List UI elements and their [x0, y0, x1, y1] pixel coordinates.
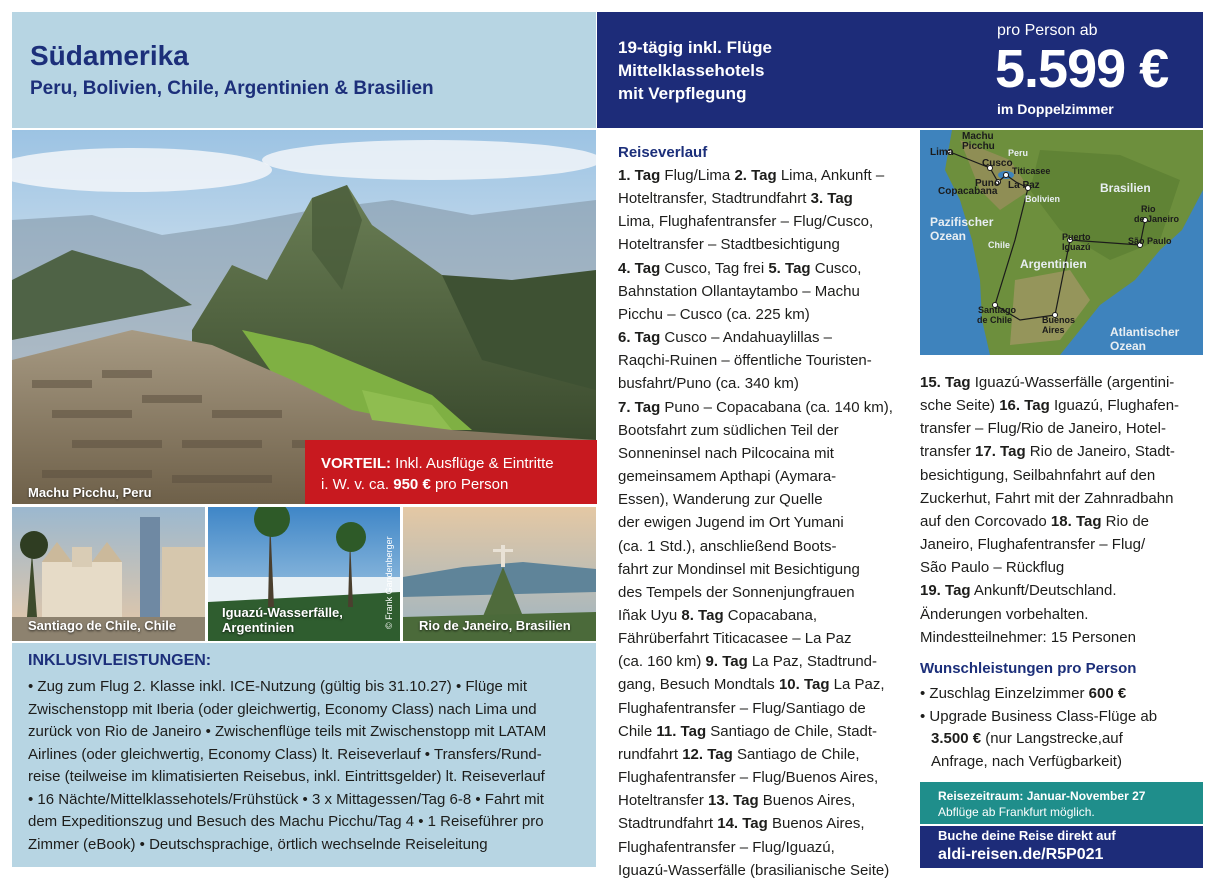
itinerary-line [618, 511, 913, 534]
price: 5.599 € [995, 39, 1169, 99]
booking-text: Buche deine Reise direkt auf [938, 828, 1116, 843]
map-label-brasilien: Brasilien [1100, 181, 1151, 195]
itinerary-text: Zuckerhut, Fahrt mit der Zahnradbahn [920, 489, 1174, 507]
optional-service-price: 3.500 € [931, 730, 982, 748]
advantage-value-label: i. W. v. ca. [321, 476, 390, 493]
advantage-per-person: pro Person [434, 476, 509, 493]
itinerary-line [920, 510, 1203, 533]
itinerary-text: Rio de Janeiro, Stadt- [1025, 443, 1175, 461]
itinerary-text: fahrt zur Mondinsel mit Besichtigung [618, 560, 860, 578]
itinerary-column-2 [920, 371, 1203, 649]
itinerary-line [618, 720, 913, 743]
itinerary-text: auf den Corcovado [920, 512, 1051, 530]
itinerary-day-label: 3. Tag [810, 190, 853, 208]
itinerary-text: besichtigung, Seilbahnfahrt auf den [920, 466, 1156, 484]
itinerary-text: rundfahrt [618, 745, 683, 763]
page-title: Südamerika [30, 40, 189, 71]
itinerary-day-label: 6. Tag [618, 329, 661, 347]
itinerary-line [618, 673, 913, 696]
itinerary-text: transfer – Flug/Rio de Janeiro, Hotel- [920, 420, 1166, 438]
optional-service-line [920, 728, 1203, 751]
inclusive-line: Zwischenstopp mit Iberia (oder gleichwertig, Economy Class) nach Lima und [28, 700, 537, 718]
itinerary-text: Iguazú, Flughafen- [1049, 397, 1180, 415]
machu-picchu-caption: Machu Picchu, Peru [28, 485, 152, 500]
itinerary-text: Flug/Lima [660, 167, 735, 184]
iguazu-caption-line-2: Argentinien [222, 620, 295, 635]
itinerary-text: Cusco – Andahuaylillas – [660, 329, 833, 347]
itinerary-day-label: 5. Tag [768, 259, 811, 277]
optional-service-item [920, 706, 1203, 774]
itinerary-line [618, 604, 913, 627]
itinerary-line [618, 210, 913, 233]
itinerary-day-label: 18. Tag [1050, 512, 1102, 530]
route-map-image [920, 130, 1203, 355]
itinerary-line [618, 187, 913, 210]
rio-photo [403, 507, 596, 641]
itinerary-line [618, 743, 913, 766]
itinerary-day-label: 7. Tag [618, 398, 661, 416]
booking-banner[interactable] [920, 826, 1203, 868]
map-label-lima: Lima [930, 147, 954, 158]
itinerary-text: gemeinsamem Apthapi (Aymara- [618, 468, 837, 486]
map-label-puerto: Puerto [1062, 232, 1091, 242]
itinerary-text: Fährüberfahrt Titicacasee – La Paz [618, 630, 852, 648]
itinerary-text: Picchu – Cusco (ca. 225 km) [618, 305, 810, 323]
advantage-amount: 950 € [393, 476, 431, 493]
itinerary-text: Flughafentransfer – Flug/Buenos Aires, [618, 769, 879, 787]
inclusive-heading: INKLUSIVLEISTUNGEN: [28, 652, 212, 669]
itinerary-text: Essen), Wanderung zur Quelle [618, 491, 823, 509]
itinerary-text: Mindestteilnehmer: 15 Personen [920, 628, 1136, 646]
inclusive-line: Airlines (oder gleichwertig, Economy Class) lt. Reiseverlauf • Transfers/Rund- [28, 745, 542, 763]
map-label-aires: Aires [1042, 325, 1065, 335]
itinerary-line [618, 326, 913, 349]
optional-service-text: • Zuschlag Einzelzimmer [920, 685, 1089, 702]
itinerary-text: Cusco, [810, 259, 862, 277]
map-label-de-chile: de Chile [977, 315, 1013, 325]
itinerary-line [618, 859, 913, 882]
itinerary-line [618, 581, 913, 604]
itinerary-line [618, 789, 913, 812]
map-label-atlantischer: Atlantischer [1110, 325, 1180, 339]
itinerary-text: Puno – Copacabana (ca. 140 km), [660, 398, 893, 416]
advantage-line-2 [321, 474, 597, 495]
itinerary-line [920, 626, 1203, 649]
map-label-cusco: Cusco [982, 158, 1013, 169]
map-label-titicacasee: Titicasee [1012, 166, 1051, 176]
itinerary-text: Rio de [1101, 512, 1150, 530]
map-label-ozean-atlantic: Ozean [1110, 339, 1147, 353]
itinerary-day-label: 11. Tag [656, 722, 707, 740]
advantage-box [305, 440, 597, 504]
itinerary-day-label: 19. Tag [920, 582, 971, 600]
itinerary-text: des Tempels der Sonnenjungfrauen [618, 583, 855, 601]
itinerary-column-1 [618, 164, 913, 882]
itinerary-text: Iguazú-Wasserfälle (argentini- [970, 374, 1175, 391]
itinerary-text: Hoteltransfer [618, 792, 709, 810]
itinerary-day-label: 9. Tag [705, 653, 748, 671]
itinerary-text: Copacabana, [723, 606, 818, 624]
itinerary-line [920, 603, 1203, 626]
itinerary-line [618, 257, 913, 280]
itinerary-text: Flughafentransfer – Flug/Santiago de [618, 699, 866, 717]
itinerary-line [618, 836, 913, 859]
itinerary-text: Iguazú-Wasserfälle (brasilianische Seite) [618, 861, 890, 879]
iguazu-photo [208, 507, 400, 641]
itinerary-line [618, 488, 913, 511]
advantage-line-1 [321, 453, 597, 474]
itinerary-line [618, 812, 913, 835]
itinerary-line [920, 394, 1203, 417]
iguazu-caption [222, 605, 343, 635]
itinerary-line [618, 442, 913, 465]
itinerary-line [920, 371, 1203, 394]
duration-line: mit Verpflegung [618, 84, 747, 103]
iguazu-caption-line-1: Iguazú-Wasserfälle, [222, 605, 343, 620]
map-label-rio: Rio [1141, 204, 1156, 214]
itinerary-text: Änderungen vorbehalten. [920, 605, 1089, 623]
itinerary-text: der ewigen Jugend im Ort Yumani [618, 514, 844, 532]
itinerary-line [618, 627, 913, 650]
itinerary-line [920, 556, 1203, 579]
advantage-label: VORTEIL: [321, 455, 391, 472]
itinerary-text: La Paz, Stadtrund- [747, 653, 878, 671]
map-label-lapaz: La Paz [1008, 180, 1040, 191]
duration-line: Mittelklassehotels [618, 61, 765, 80]
price-room-type: im Doppelzimmer [997, 101, 1114, 117]
inclusive-line: dem Expeditionszug und Besuch des Machu Picchu/Tag 4 • 1 Reiseführer pro [28, 813, 544, 830]
price-label: pro Person ab [997, 22, 1098, 39]
itinerary-text: Buenos Aires, [758, 792, 856, 810]
itinerary-text: Ankunft/Deutschland. [970, 582, 1117, 600]
optional-service-price: 600 € [1088, 685, 1127, 702]
itinerary-line [618, 349, 913, 372]
itinerary-text: Lima, Ankunft – [776, 167, 885, 184]
itinerary-line [618, 535, 913, 558]
itinerary-text: Buenos Aires, [767, 815, 865, 833]
optional-service-text: Anfrage, nach Verfügbarkeit) [931, 753, 1122, 771]
map-label-peru: Peru [1008, 148, 1029, 158]
itinerary-line [920, 533, 1203, 556]
itinerary-text: Santiago de Chile, [732, 745, 860, 763]
itinerary-text: Stadtrundfahrt [618, 815, 718, 833]
itinerary-heading: Reiseverlauf [618, 144, 708, 161]
map-label-santiago: Santiago [978, 305, 1017, 315]
itinerary-line [618, 164, 913, 187]
inclusive-list [28, 676, 592, 856]
itinerary-text: Iñak Uyu [618, 606, 682, 624]
itinerary-text: São Paulo – Rückflug [920, 559, 1065, 577]
booking-link[interactable]: aldi-reisen.de/R5P021 [938, 846, 1104, 863]
trip-duration [618, 36, 818, 105]
rio-caption: Rio de Janeiro, Brasilien [419, 618, 571, 633]
itinerary-text: transfer [920, 443, 976, 461]
map-label-sao-paulo: São Paulo [1128, 236, 1172, 246]
itinerary-day-label: 1. Tag [618, 167, 661, 184]
itinerary-day-label: 8. Tag [681, 606, 724, 624]
itinerary-text: gang, Besuch Mondtals [618, 676, 779, 694]
map-label-argentinien: Argentinien [1020, 257, 1087, 271]
itinerary-text: Raqchi-Ruinen – öffentliche Touristen- [618, 352, 872, 370]
departure-note: Abflüge ab Frankfurt möglich. [938, 805, 1095, 819]
optional-service-text: • Upgrade Business Class-Flüge ab [920, 707, 1158, 725]
santiago-caption: Santiago de Chile, Chile [28, 618, 177, 633]
itinerary-line [618, 233, 913, 256]
itinerary-day-label: 14. Tag [717, 815, 768, 833]
itinerary-day-label: 10. Tag [778, 676, 830, 694]
photo-copyright: © Frank Gandenberger [384, 536, 394, 629]
itinerary-text: Lima, Flughafentransfer – Flug/Cusco, [618, 213, 874, 231]
itinerary-line [920, 440, 1203, 463]
travel-period-banner [920, 782, 1203, 824]
advantage-text: Inkl. Ausflüge & Eintritte [395, 455, 554, 472]
itinerary-text: Chile [618, 722, 657, 740]
map-label-ozean-pacific: Ozean [930, 229, 967, 243]
inclusive-line: zurück von Rio de Janeiro • Zwischenflüge teils mit Zwischenstopp mit LATAM [28, 723, 547, 740]
itinerary-text: busfahrt/Puno (ca. 340 km) [618, 375, 799, 393]
itinerary-line [920, 417, 1203, 440]
itinerary-text: Cusco, Tag frei [660, 259, 769, 277]
itinerary-text: Flughafentransfer – Flug/Iguazú, [618, 838, 835, 856]
itinerary-day-label: 2. Tag [734, 167, 777, 184]
optional-service-text: (nur Langstrecke,auf [981, 730, 1123, 748]
itinerary-day-label: 12. Tag [682, 745, 733, 763]
itinerary-day-label: 13. Tag [708, 792, 759, 810]
map-label-buenos: Buenos [1042, 315, 1076, 325]
itinerary-text: Janeiro, Flughafentransfer – Flug/ [920, 536, 1146, 554]
itinerary-text: sche Seite) [920, 397, 1000, 415]
itinerary-text: La Paz, [829, 676, 885, 694]
itinerary-text: Hoteltransfer – Stadtbesichtigung [618, 236, 840, 254]
itinerary-text: (ca. 160 km) [618, 653, 706, 671]
itinerary-line [618, 396, 913, 419]
map-label-pazifischer: Pazifischer [930, 215, 994, 229]
optional-services-heading: Wunschleistungen pro Person [920, 660, 1137, 677]
itinerary-line [920, 487, 1203, 510]
map-label-copacabana: Copacabana [938, 186, 998, 197]
optional-services-list [920, 683, 1203, 774]
map-label-iguazu: Iguazú [1062, 242, 1091, 252]
itinerary-text: Hoteltransfer, Stadtrundfahrt [618, 190, 811, 208]
itinerary-text: Sonneninsel nach Pilcocaina mit [618, 444, 834, 462]
map-label-machu: Machu [962, 131, 994, 142]
itinerary-text: Bahnstation Ollantaytambo – Machu [618, 282, 860, 300]
inclusive-line: • Zug zum Flug 2. Klasse inkl. ICE-Nutzung (gültig bis 31.10.27) • Flüge mit [28, 678, 528, 695]
map-label-chile: Chile [988, 240, 1011, 250]
route-map [920, 130, 1203, 355]
itinerary-line [618, 280, 913, 303]
travel-period: Reisezeitraum: Januar-November 27 [938, 789, 1146, 803]
itinerary-line [920, 464, 1203, 487]
map-label-de-janeiro: de Janeiro [1134, 214, 1180, 224]
itinerary-line [618, 372, 913, 395]
duration-line: 19-tägig inkl. Flüge [618, 38, 772, 57]
page-subtitle: Peru, Bolivien, Chile, Argentinien & Brasilien [30, 78, 434, 99]
itinerary-day-label: 4. Tag [618, 259, 661, 277]
itinerary-day-label: 17. Tag [975, 443, 1026, 461]
inclusive-line: • 16 Nächte/Mittelklassehotels/Frühstück • 3 x Mittagessen/Tag 6-8 • Fahrt mit [28, 790, 544, 808]
itinerary-line [618, 697, 913, 720]
itinerary-line [618, 419, 913, 442]
itinerary-line [618, 465, 913, 488]
itinerary-text: (ca. 1 Std.), anschließend Boots- [618, 537, 837, 555]
map-label-puno: Puno [975, 178, 1000, 189]
optional-service-item [920, 683, 1203, 706]
santiago-photo [12, 507, 205, 641]
map-label-bolivien: Bolivien [1025, 194, 1061, 204]
itinerary-day-label: 16. Tag [999, 397, 1050, 415]
itinerary-line [618, 766, 913, 789]
itinerary-line [920, 579, 1203, 602]
itinerary-line [618, 558, 913, 581]
map-label-picchu: Picchu [962, 141, 995, 152]
itinerary-day-label: 15. Tag [920, 374, 971, 391]
itinerary-line [618, 650, 913, 673]
itinerary-text: Santiago de Chile, Stadt- [706, 722, 878, 740]
inclusive-line: reise (teilweise im klimatisierten Reisebus, inkl. Eintrittsgelder) lt. Reiseverlauf [28, 768, 545, 785]
itinerary-text: Bootsfahrt zum südlichen Teil der [618, 421, 839, 439]
inclusive-line: Zimmer (eBook) • Deutschsprachige, örtlich wechselnde Reiseleitung [28, 835, 488, 853]
itinerary-line [618, 303, 913, 326]
